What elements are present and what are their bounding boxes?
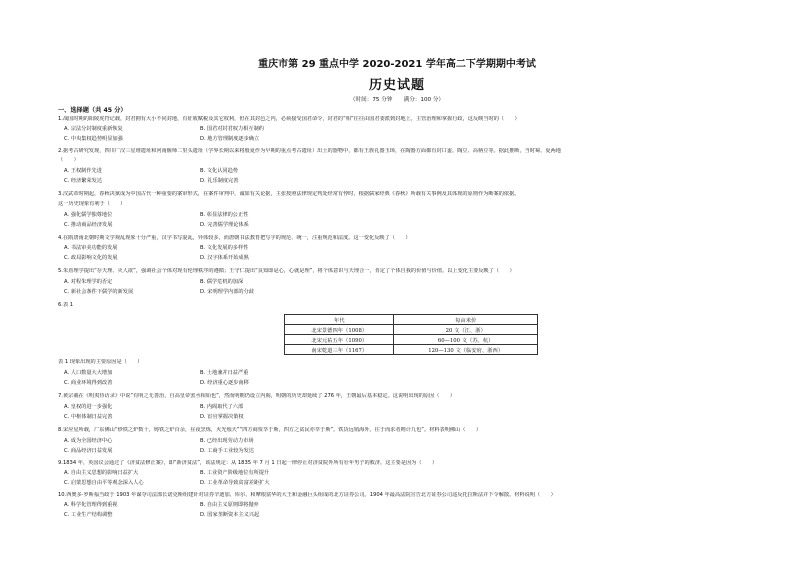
section-heading: 一、选择题（共 45 分） [58, 107, 127, 114]
table-cell: 北宋元祐五年（1090） [285, 335, 394, 345]
table-header-cell: 年代 [285, 315, 394, 325]
table-cell: 北宋景德四年（1008） [285, 325, 394, 335]
question-1-option-c: C. 中央集权趋势明显加强 [64, 136, 123, 142]
question-2-stem-line-2: （ ） [58, 157, 79, 163]
school-title: 重庆市第 29 重点中学 2020-2021 学年高二下学期期中考试 [258, 59, 536, 70]
question-6-option-a: A. 人口数量大大增加 [64, 370, 113, 376]
question-4-option-d: D. 汉字体系开始成熟 [200, 255, 249, 261]
question-2-option-c: C. 经济繁荣发达 [64, 178, 103, 184]
table-row [285, 335, 538, 345]
table-cell: 120—130 文（临安府、浙西） [394, 345, 538, 355]
table-cell: 20 文（江、浙） [394, 325, 538, 335]
question-3-option-a: A. 强化儒学独尊地位 [64, 212, 113, 218]
table-row [285, 325, 538, 335]
question-1-option-a: A. 宗法分封制度重新恢复 [64, 126, 123, 132]
table-cell: 南宋乾道三年（1167） [285, 345, 394, 355]
question-9-option-a: A. 自由主义思想的影响日益扩大 [64, 470, 139, 476]
question-10-stem: 10.西奥多·罗斯福当政于 1903 年谋夺司法部长诺克斯组建针对证券辛迪加、库尔、和摩根富华的大王和金融巨头组成的北方证券公司。1904 年最高法院宣告北方证券公司违反托拉斯法并下令解散。材料说明（ ） [58, 492, 556, 498]
question-9-option-b: B. 工业资产阶级地位有所提升 [200, 470, 270, 476]
question-3-stem-line-2: 这一历史现象有利于（ ） [58, 201, 126, 207]
question-2-option-b: B. 文化认同趋势 [200, 168, 238, 174]
question-10-option-b: B. 自由主义原则即将抛弃 [200, 502, 259, 508]
question-6-option-b: B. 土地兼并日益严重 [200, 370, 249, 376]
question-1-option-b: B. 国君对封君权力相互制约 [200, 126, 264, 132]
question-6b-stem: 表 1 现象出现的主要原因是（ ） [58, 359, 143, 365]
question-10-option-d: D. 国家垄断资本主义兴起 [200, 512, 260, 518]
question-8-stem: 8.宋应星所载，广东佛山“炒铁之炉数十，铸铁之炉百余，昼夜烹炼，火光烛天”“四方商贾萃于斯，四方之贫民亦萃于斯”。铁货远销海外，往于而求者则计九也”。材料表明佛山（ ） [58, 427, 482, 433]
question-9-option-c: C. 启蒙思想自由平等观念深入人心 [64, 480, 144, 486]
table-cell: 60—100 文（苏、杭） [394, 335, 538, 345]
question-9-stem: 9.1834 年，英国议会通过了《济贫法修正案》，即“新济贫法”，该法规定：从 1835 年 7 月 1 日起一律停止对济贫院外所有壮年男子的救济。这主要是因为（ ） [58, 460, 438, 466]
question-3-option-d: D. 完善儒学理论体系 [200, 222, 249, 228]
question-4-option-c: C. 政局影响文化的发展 [64, 255, 118, 261]
question-3-stem-line-1: 3.汉武帝时期起，春秋决狱成为中国古代一种重要的案审形式，在案件审判中，诚如有关论据，主张按照法律规定判处经常有悖时，根据儒家经典《春秋》所载有关事例及其体现的原则作为断案的依据。 [58, 191, 520, 197]
question-2-option-d: D. 礼乐制度完善 [200, 178, 239, 184]
question-3-option-b: B. 彰显法律的公正性 [200, 212, 249, 218]
question-6-option-c: C. 商业环境得到改善 [64, 380, 113, 386]
question-7-option-b: B. 内阁取代了六部 [200, 404, 244, 410]
question-7-stem: 7.黄宗羲在《明夷待访录》中说“有明之无善治，自高皇帝罢丞相始也”，然而明朝仍设立内阁，明朝的历史却延续了 276 年，王朝最后基本稳定。这说明出现的原因（ ） [58, 393, 456, 399]
price-table [284, 314, 538, 355]
question-1-stem: 1.战国时期的阳陵虎符记载，封君拥有大小不同封地，有征收赋税及其它权利，但在其封邑之内，必须接受国君命令，封君的“相”往往由国君委派到封地上，主管治理和掌握行政，这反映当时的（ ） [58, 116, 520, 122]
question-4-option-a: A. 书法审美功能的发展 [64, 245, 118, 251]
question-10-option-a: A. 科学化管理得到重视 [64, 502, 118, 508]
question-3-option-c: C. 推动商品经济发展 [64, 222, 113, 228]
question-7-option-d: D. 宦官掌握决策权 [200, 414, 244, 420]
question-8-option-d: D. 工商手工业较为发达 [200, 448, 254, 454]
question-6-option-d: D. 经济重心逐步南移 [200, 380, 249, 386]
question-1-option-d: D. 地方管理制度逐步确立 [200, 136, 260, 142]
question-5-option-c: C. 新社会条件下儒学的新发展 [64, 289, 134, 295]
question-5-stem: 5.朱熹理学提出“存天理、灭人欲”，强调社会个体对现有伦理秩序的遵循；王守仁提出“良知即是心，心就是理”，将个体意识与天理合一，肯定了个体自我的价值与价值。以上变化主要反映了（ ） [58, 268, 515, 274]
paper-title: 历史试题 [368, 78, 425, 93]
question-5-option-d: D. 宋明理学内部的分歧 [200, 289, 254, 295]
exam-meta: （时间：75 分钟 满分：100 分） [349, 97, 445, 103]
question-8-option-b: B. 已经出现劳动力市场 [200, 438, 254, 444]
question-4-stem: 4.在隋唐南北朝时期文学观乱现象十分严重，汉字书写混乱，异体较多，而唐朝书法教育把写字的规范、统一，注重规范和法度。这一变化反映了（ ） [58, 235, 411, 241]
table-header-cell: 每亩米价 [394, 315, 538, 325]
question-7-option-a: A. 皇权的进一步强化 [64, 404, 113, 410]
question-6-stem: 6.表 1 [58, 302, 74, 308]
question-10-option-c: C. 工业生产结构调整 [64, 512, 113, 518]
question-9-option-d: D. 工业革命导致贫富差距扩大 [200, 480, 270, 486]
table-row [285, 345, 538, 355]
question-8-option-c: C. 商品经济日益发展 [64, 448, 113, 454]
question-5-option-b: B. 儒学危机的加深 [200, 279, 244, 285]
question-4-option-b: B. 文化发展的多样性 [200, 245, 249, 251]
table-header-row [285, 315, 538, 325]
question-2-stem-line-1: 2.据考古研究发现，四川广汉三星堆遗址和河南偃师二里头遗址（学界长期以来将殷夏作为早期的重点考古遗址）出土的器物中，都有王族礼器玉璋，在陶器方面都有封口盉、陶豆、高柄豆等。据此推断，当时蜀、夏两地 [58, 148, 561, 154]
question-2-option-a: A. 王权制作先进 [64, 168, 102, 174]
question-7-option-c: C. 中枢体制日益完善 [64, 414, 113, 420]
question-5-option-a: A. 对程朱理学的否定 [64, 279, 113, 285]
question-8-option-a: A. 成为全国经济中心 [64, 438, 113, 444]
